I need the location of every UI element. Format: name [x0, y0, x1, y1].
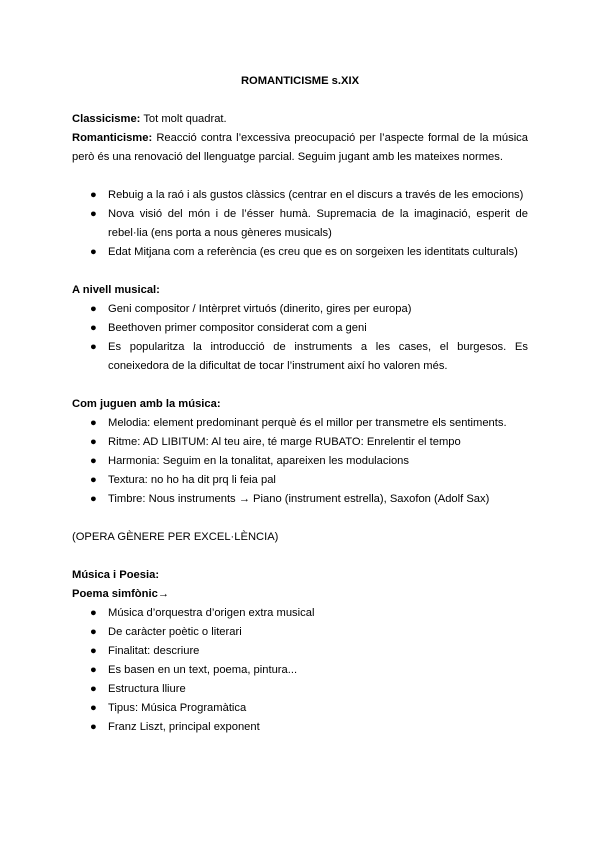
list-item-text: Nova visió del món i de l’ésser humà. Supremacia de la imaginació, esperit de rebel·lia (ens porta a nous gèneres musicals)	[108, 208, 528, 239]
bullet-icon: ●	[90, 474, 97, 486]
section-heading-music-play: Com juguen amb la música:	[72, 398, 221, 410]
list-item	[72, 642, 528, 661]
bullet-icon: ●	[90, 341, 97, 353]
bullet-icon: ●	[90, 436, 97, 448]
bullet-icon: ●	[90, 721, 97, 733]
list-item	[72, 319, 528, 338]
list-item-text: Edat Mitjana com a referència (es creu que es on sorgeixen les identitats culturals)	[108, 246, 518, 258]
list-item	[72, 490, 528, 509]
list-item	[72, 186, 528, 205]
list-item	[72, 452, 528, 471]
symphonic-poem-list	[72, 604, 528, 737]
bullet-icon: ●	[90, 645, 97, 657]
section-heading-music-poetry: Música i Poesia:	[72, 569, 160, 581]
list-item	[72, 205, 528, 243]
bullet-icon: ●	[90, 702, 97, 714]
document-page	[72, 72, 528, 737]
bullet-icon: ●	[90, 664, 97, 676]
classicisme-label: Classicisme:	[72, 113, 141, 125]
list-item	[72, 680, 528, 699]
music-elements-list	[72, 414, 528, 509]
list-item-text: Timbre: Nous instruments → Piano (instrument estrella), Saxofon (Adolf Sax)	[108, 493, 490, 505]
bullet-icon: ●	[90, 208, 97, 220]
list-item-text: Música d’orquestra d’origen extra musical	[108, 607, 315, 619]
romanticisme-label: Romanticisme:	[72, 132, 153, 144]
list-item-text: Beethoven primer compositor considerat com a geni	[108, 322, 367, 334]
list-item-text: Geni compositor / Intèrpret virtuós (dinerito, gires per europa)	[108, 303, 412, 315]
list-item-text: Es popularitza la introducció de instruments a les cases, el burgesos. Es coneixedora de la dificultat de tocar l’instrument així ho valoren més.	[108, 341, 528, 372]
characteristics-list	[72, 186, 528, 262]
list-item-text: Estructura lliure	[108, 683, 186, 695]
section-heading-musical: A nivell musical:	[72, 284, 160, 296]
list-item-text: Es basen en un text, poema, pintura...	[108, 664, 298, 676]
list-item-text: Ritme: AD LIBITUM: Al teu aire, té marge RUBATO: Enrelentir el tempo	[108, 436, 461, 448]
bullet-icon: ●	[90, 493, 97, 505]
list-item-text: Tipus: Música Programàtica	[108, 702, 247, 714]
bullet-icon: ●	[90, 189, 97, 201]
list-item	[72, 623, 528, 642]
bullet-icon: ●	[90, 626, 97, 638]
list-item	[72, 661, 528, 680]
list-item-text: Harmonia: Seguim en la tonalitat, apareixen les modulacions	[108, 455, 409, 467]
list-item	[72, 414, 528, 433]
bullet-icon: ●	[90, 417, 97, 429]
list-item-text: Textura: no ho ha dit prq li feia pal	[108, 474, 276, 486]
bullet-icon: ●	[90, 455, 97, 467]
opera-note: (OPERA GÈNERE PER EXCEL·LÈNCIA)	[72, 531, 279, 543]
bullet-icon: ●	[90, 683, 97, 695]
page-title: ROMANTICISME s.XIX	[240, 75, 360, 87]
romanticisme-paragraph	[72, 129, 528, 167]
list-item-text: Franz Liszt, principal exponent	[108, 721, 260, 733]
bullet-icon: ●	[90, 303, 97, 315]
list-item	[72, 718, 528, 737]
list-item	[72, 338, 528, 376]
bullet-icon: ●	[90, 246, 97, 258]
list-item	[72, 604, 528, 623]
list-item-text: Rebuig a la raó i als gustos clàssics (centrar en el discurs a través de les emocions)	[108, 189, 524, 201]
list-item-text: De caràcter poètic o literari	[108, 626, 242, 638]
list-item-text: Melodia: element predominant perquè és el millor per transmetre els sentiments.	[108, 417, 507, 429]
bullet-icon: ●	[90, 322, 97, 334]
romanticisme-text: Reacció contra l’excessiva preocupació per l’aspecte formal de la música però és una renovació del llenguatge parcial. Seguim jugant amb les mateixes normes.	[72, 132, 528, 163]
list-item	[72, 471, 528, 490]
classicisme-text: Tot molt quadrat.	[140, 113, 227, 125]
list-item	[72, 243, 528, 262]
subheading-symphonic-poem: Poema simfònic→	[72, 588, 169, 600]
classicisme-paragraph	[72, 110, 528, 129]
list-item	[72, 699, 528, 718]
list-item	[72, 433, 528, 452]
list-item	[72, 300, 528, 319]
bullet-icon: ●	[90, 607, 97, 619]
list-item-text: Finalitat: descriure	[108, 645, 200, 657]
musical-list	[72, 300, 528, 376]
